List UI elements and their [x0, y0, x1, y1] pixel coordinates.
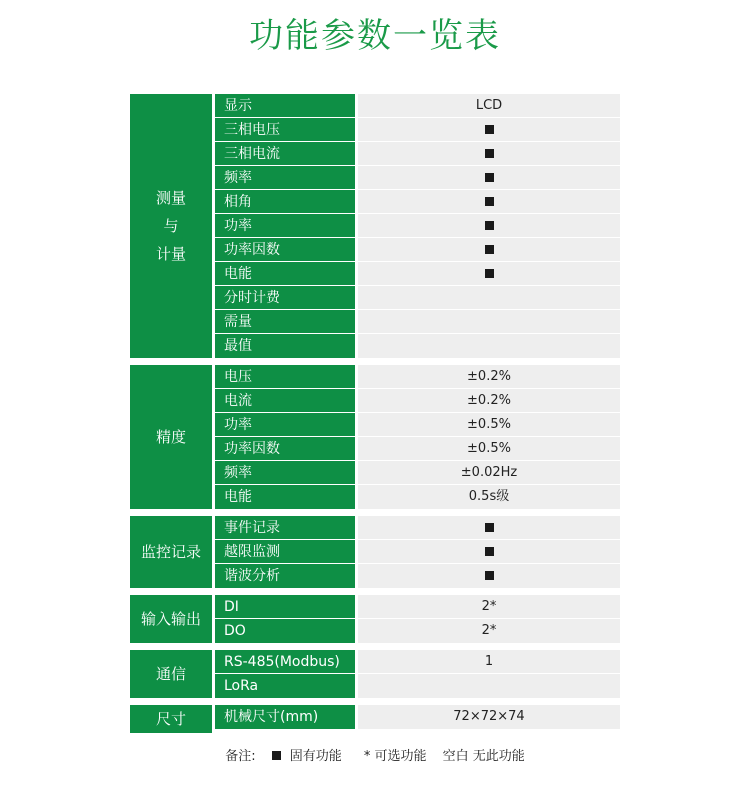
parameter-label: DI	[215, 595, 355, 619]
parameter-label: RS-485(Modbus)	[215, 650, 355, 674]
page-title: 功能参数一览表	[249, 16, 501, 56]
parameter-value: ±0.2%	[358, 365, 620, 389]
filled-square-icon	[272, 751, 281, 760]
category-label: 与	[163, 217, 179, 235]
filled-square-icon	[485, 221, 494, 230]
parameter-value	[358, 262, 620, 286]
table-row	[215, 214, 620, 238]
table-row	[215, 166, 620, 190]
parameter-value: 72×72×74	[358, 705, 620, 729]
table-group	[130, 650, 620, 698]
parameter-label: 功率因数	[215, 238, 355, 262]
table-group	[130, 365, 620, 509]
category-cell	[130, 516, 212, 588]
parameter-value	[358, 214, 620, 238]
parameter-label: 功率	[215, 413, 355, 437]
note-inherent-label: 固有功能	[289, 749, 342, 764]
category-cell	[130, 365, 212, 509]
parameter-label: 三相电流	[215, 142, 355, 166]
parameter-label: 电能	[215, 485, 355, 509]
parameter-label: 显示	[215, 94, 355, 118]
filled-square-icon	[485, 245, 494, 254]
filled-square-icon	[485, 523, 494, 532]
parameter-value: ±0.5%	[358, 413, 620, 437]
parameter-label: 事件记录	[215, 516, 355, 540]
parameter-label: DO	[215, 619, 355, 643]
table-row	[215, 142, 620, 166]
table-row	[215, 619, 620, 643]
parameter-label: 频率	[215, 461, 355, 485]
category-label: 输入输出	[140, 610, 201, 628]
table-row	[215, 190, 620, 214]
filled-square-icon	[485, 173, 494, 182]
parameter-label: LoRa	[215, 674, 355, 698]
note-prefix: 备注:	[225, 749, 256, 764]
parameter-value: ±0.02Hz	[358, 461, 620, 485]
table-row	[215, 334, 620, 358]
parameter-value: 2*	[358, 619, 620, 643]
table-row	[215, 595, 620, 619]
parameter-value	[358, 286, 620, 310]
parameter-value	[358, 142, 620, 166]
parameter-label: 功率	[215, 214, 355, 238]
table-row	[215, 674, 620, 698]
parameter-value	[358, 238, 620, 262]
parameter-label: 相角	[215, 190, 355, 214]
category-cell	[130, 595, 212, 643]
parameter-label: 最值	[215, 334, 355, 358]
filled-square-icon	[485, 571, 494, 580]
table-row	[215, 516, 620, 540]
parameter-value	[358, 334, 620, 358]
note-blank: 空白 无此功能	[442, 749, 525, 764]
table-row	[215, 413, 620, 437]
parameter-value	[358, 310, 620, 334]
parameter-value	[358, 166, 620, 190]
table-row	[215, 238, 620, 262]
table-group	[130, 705, 620, 733]
category-label: 通信	[155, 665, 186, 683]
note-optional: * 可选功能	[363, 749, 427, 764]
parameter-value: 1	[358, 650, 620, 674]
parameter-value: LCD	[358, 94, 620, 118]
filled-square-icon	[485, 149, 494, 158]
category-cell	[130, 650, 212, 698]
filled-square-icon	[485, 125, 494, 134]
table-row	[215, 705, 620, 729]
parameter-value	[358, 540, 620, 564]
parameter-value	[358, 118, 620, 142]
note-inherent	[272, 749, 348, 764]
filled-square-icon	[485, 197, 494, 206]
parameter-value	[358, 564, 620, 588]
parameter-value	[358, 190, 620, 214]
parameter-value	[358, 674, 620, 698]
table-row	[215, 437, 620, 461]
table-row	[215, 365, 620, 389]
parameter-label: 频率	[215, 166, 355, 190]
parameter-value: 0.5s级	[358, 485, 620, 509]
table-row	[215, 485, 620, 509]
filled-square-icon	[485, 547, 494, 556]
parameter-table	[130, 94, 620, 740]
category-label: 尺寸	[155, 710, 186, 728]
table-row	[215, 310, 620, 334]
parameter-value: 2*	[358, 595, 620, 619]
parameter-label: 越限监测	[215, 540, 355, 564]
table-row	[215, 540, 620, 564]
parameter-label: 电能	[215, 262, 355, 286]
table-row	[215, 286, 620, 310]
parameter-label: 电流	[215, 389, 355, 413]
parameter-label: 三相电压	[215, 118, 355, 142]
parameter-label: 分时计费	[215, 286, 355, 310]
table-row	[215, 650, 620, 674]
table-row	[215, 262, 620, 286]
parameter-label: 电压	[215, 365, 355, 389]
parameter-value	[358, 516, 620, 540]
table-row	[215, 118, 620, 142]
parameter-value: ±0.5%	[358, 437, 620, 461]
parameter-label: 功率因数	[215, 437, 355, 461]
category-label: 精度	[155, 428, 186, 446]
category-label: 计量	[155, 245, 186, 263]
table-row	[215, 461, 620, 485]
legend-note	[0, 745, 750, 764]
category-label: 监控记录	[140, 543, 201, 561]
table-group	[130, 94, 620, 358]
parameter-label: 机械尺寸(mm)	[215, 705, 355, 729]
table-row	[215, 94, 620, 118]
parameter-label: 谐波分析	[215, 564, 355, 588]
category-cell	[130, 705, 212, 733]
category-cell	[130, 94, 212, 358]
parameter-value: ±0.2%	[358, 389, 620, 413]
table-row	[215, 564, 620, 588]
category-label: 测量	[155, 189, 186, 207]
filled-square-icon	[485, 269, 494, 278]
table-group	[130, 516, 620, 588]
table-row	[215, 389, 620, 413]
table-group	[130, 595, 620, 643]
parameter-label: 需量	[215, 310, 355, 334]
